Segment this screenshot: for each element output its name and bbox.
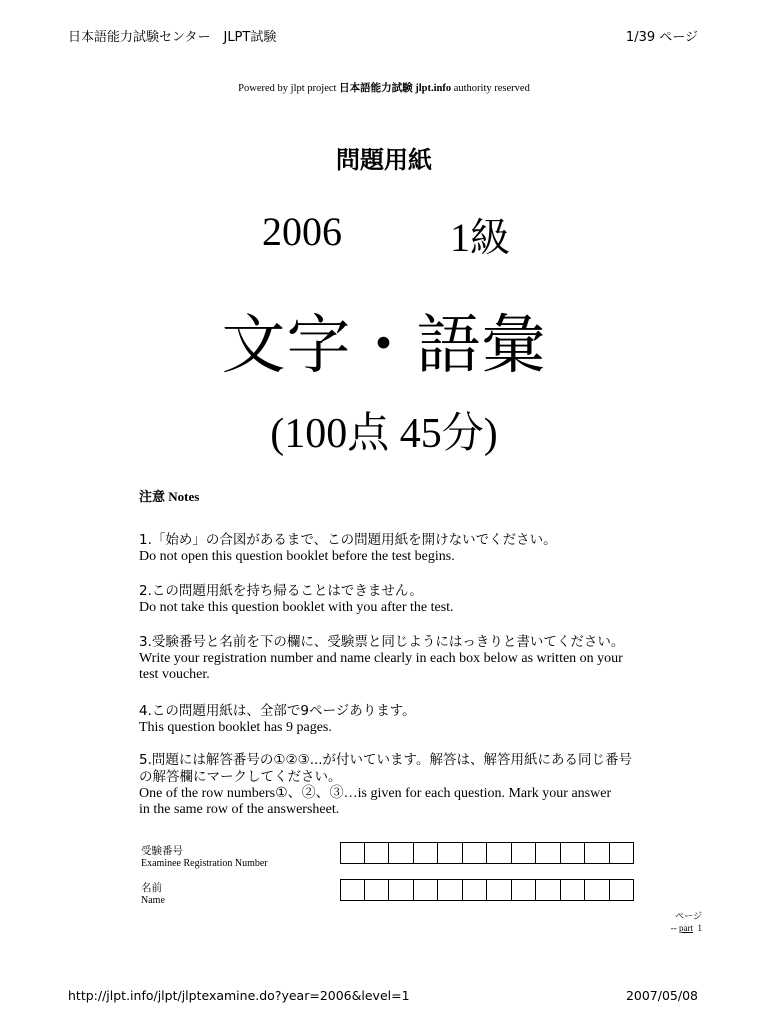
registration-digit-box[interactable] (561, 842, 586, 864)
footer-date: 2007/05/08 (625, 988, 698, 1003)
registration-digit-box[interactable] (365, 842, 390, 864)
registration-label-en: Examinee Registration Number (141, 858, 268, 869)
name-char-box[interactable] (414, 879, 439, 901)
registration-digit-box[interactable] (340, 842, 365, 864)
name-label-en: Name (141, 895, 165, 906)
page-counter: 1/39 ページ (625, 30, 698, 45)
note-text-en: Write your registration number and name clearly in each box below as written on your test voucher. (139, 651, 623, 682)
name-char-box[interactable] (389, 879, 414, 901)
exam-points-time: (100点 45分) (270, 411, 498, 457)
notes-heading: 注意 Notes (139, 489, 200, 504)
page-header-title: 日本語能力試験センター JLPT試験 (68, 30, 277, 45)
name-char-box[interactable] (610, 879, 635, 901)
name-char-box[interactable] (340, 879, 365, 901)
name-boxes[interactable] (340, 879, 634, 901)
name-label (141, 880, 165, 906)
exam-year: 2006 (262, 209, 342, 254)
note-item (139, 703, 659, 736)
note-item (139, 752, 639, 818)
powered-by-line (0, 80, 768, 95)
note-item (139, 583, 659, 616)
note-item (139, 634, 659, 683)
page-reference-number: 1 (697, 923, 702, 933)
page-reference-prefix: -- (670, 923, 679, 933)
exam-subject: 文字・語彙 (221, 309, 547, 383)
page-reference-label: ページ (675, 911, 702, 921)
footer-url: http://jlpt.info/jlpt/jlptexamine.do?year=2006&level=1 (68, 988, 410, 1003)
note-item (139, 532, 659, 565)
note-text-ja: 1.「始め」の合図があるまで、この問題用紙を開けないでください。 (139, 532, 557, 548)
name-char-box[interactable] (561, 879, 586, 901)
note-text-ja: 5.問題には解答番号の①②③...が付いています。解答は、解答用紙にある同じ番号の解答欄にマークしてください。 (139, 752, 632, 785)
note-text-ja: 3.受験番号と名前を下の欄に、受験票と同じようにはっきりと書いてください。 (139, 634, 625, 650)
registration-digit-box[interactable] (585, 842, 610, 864)
registration-label (141, 843, 268, 869)
registration-number-boxes[interactable] (340, 842, 634, 864)
name-char-box[interactable] (463, 879, 488, 901)
registration-label-ja: 受験番号 (141, 845, 183, 857)
page-reference (671, 910, 702, 934)
name-char-box[interactable] (512, 879, 537, 901)
name-char-box[interactable] (438, 879, 463, 901)
note-text-ja: 2.この問題用紙を持ち帰ることはできません。 (139, 583, 423, 599)
registration-digit-box[interactable] (610, 842, 635, 864)
name-char-box[interactable] (536, 879, 561, 901)
note-text-en: Do not open this question booklet before the test begins. (139, 549, 455, 564)
registration-digit-box[interactable] (463, 842, 488, 864)
page-reference-line (671, 922, 702, 934)
powered-brand: 日本語能力試験 jlpt.info (339, 83, 452, 94)
registration-digit-box[interactable] (536, 842, 561, 864)
page-reference-part-link[interactable]: part (679, 923, 693, 933)
note-text-en: One of the row numbers①、②、③…is given for each question. Mark your answer in the same row of the answersheet. (139, 786, 612, 817)
registration-digit-box[interactable] (438, 842, 463, 864)
name-char-box[interactable] (585, 879, 610, 901)
powered-suffix: authority reserved (451, 83, 530, 94)
registration-digit-box[interactable] (389, 842, 414, 864)
name-char-box[interactable] (365, 879, 390, 901)
note-text-en: This question booklet has 9 pages. (139, 720, 332, 735)
note-text-ja: 4.この問題用紙は、全部で9ページあります。 (139, 703, 416, 719)
exam-level: 1級 (450, 215, 510, 260)
registration-digit-box[interactable] (512, 842, 537, 864)
registration-digit-box[interactable] (414, 842, 439, 864)
powered-prefix: Powered by jlpt project (238, 83, 340, 94)
booklet-title: 問題用紙 (336, 146, 432, 174)
registration-digit-box[interactable] (487, 842, 512, 864)
note-text-en: Do not take this question booklet with you after the test. (139, 600, 454, 615)
name-char-box[interactable] (487, 879, 512, 901)
name-label-ja: 名前 (141, 882, 162, 894)
